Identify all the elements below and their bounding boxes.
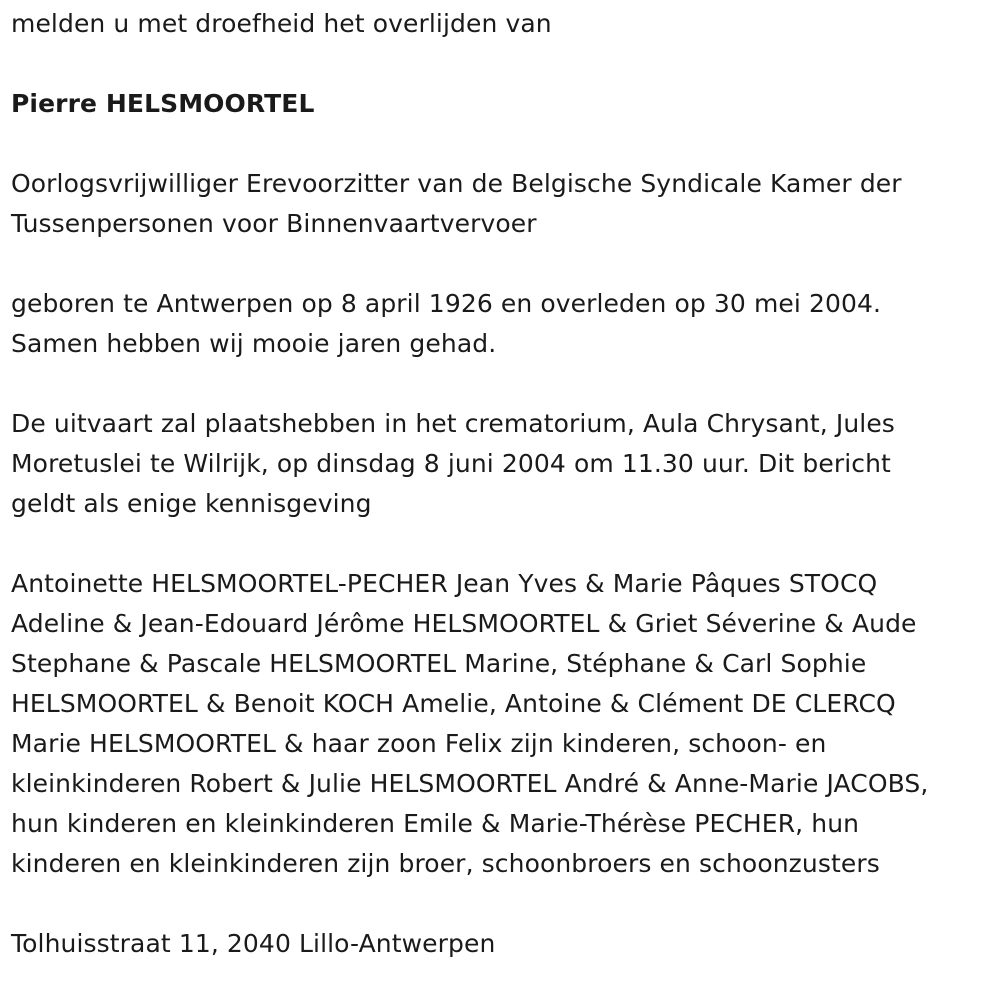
family-text: Antoinette HELSMOORTEL-PECHER Jean Yves & Marie Pâques STOCQ Adeline & Jean-Edouard Jérôme HELSMOORTEL & Griet Séverine & Aude Stephane & Pascale HELSMOORTEL Marine, Stéphane & Carl Sophie HELSMOORTEL & Benoit KOCH Amelie, Antoine & Clément DE CLERCQ Marie HELSMOORTEL & haar zoon Felix zijn kinderen, schoon- en kleinkinderen Robert & Julie HELSMOORTEL André & Anne-Marie JACOBS, hun kinderen en kleinkinderen Emile & Marie-Thérèse PECHER, hun kinderen en kleinkinderen zijn broer, schoonbroers en schoonzusters: [11, 569, 929, 878]
address-text: Tolhuisstraat 11, 2040 Lillo-Antwerpen: [11, 929, 496, 958]
deceased-name: Pierre HELSMOORTEL: [11, 89, 315, 118]
titles-text: Oorlogsvrijwilliger Erevoorzitter van de Belgische Syndicale Kamer der Tussenpersonen voor Binnenvaartvervoer: [11, 169, 902, 238]
obituary-notice: [11, 4, 986, 964]
dates-text: geboren te Antwerpen op 8 april 1926 en overleden op 30 mei 2004. Samen hebben wij mooie jaren gehad.: [11, 289, 882, 358]
funeral-text: De uitvaart zal plaatshebben in het crematorium, Aula Chrysant, Jules Moretuslei te Wilrijk, op dinsdag 8 juni 2004 om 11.30 uur. Dit bericht geldt als enige kennisgeving: [11, 409, 895, 518]
intro-text: melden u met droefheid het overlijden van: [11, 9, 552, 38]
